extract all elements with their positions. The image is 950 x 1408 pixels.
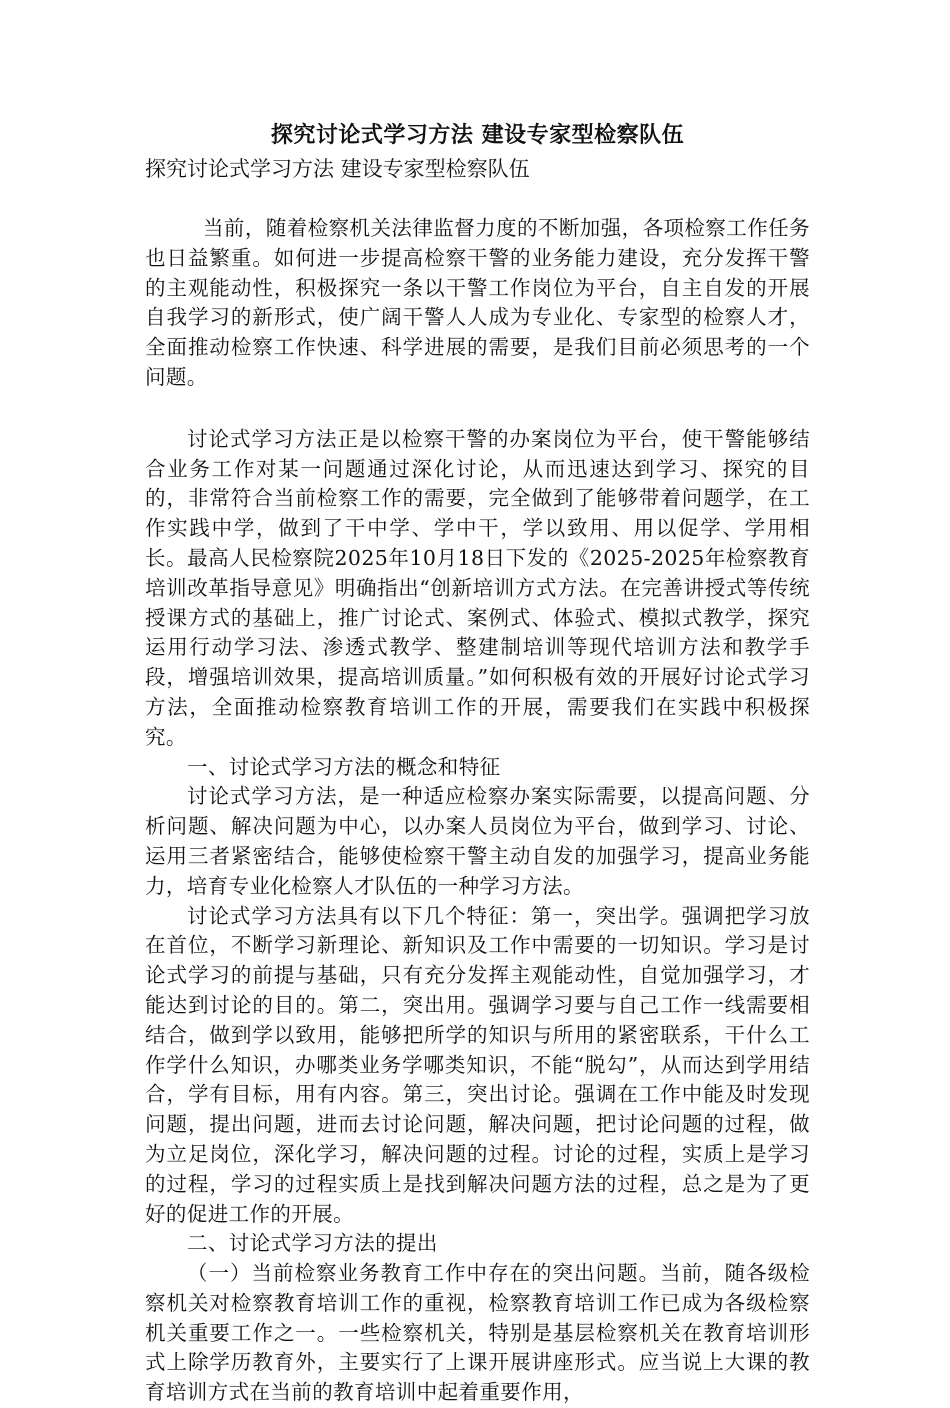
- intro-paragraph: 当前，随着检察机关法律监督力度的不断加强，各项检察工作任务也日益繁重。如何进一步提高检察干警的业务能力建设，充分发挥干警的主观能动性，积极探究一条以干警工作岗位为平台，自主自发的开展自我学习的新形式，使广阔干警人人成为专业化、专家型的检察人才，全面推动检察工作快速、科学进展的需要，是我们目前必须思考的一个问题。: [145, 216, 810, 389]
- body-paragraph: 讨论式学习方法具有以下几个特征：第一，突出学。强调把学习放在首位，不断学习新理论、新知识及工作中需要的一切知识。学习是讨论式学习的前提与基础，只有充分发挥主观能动性，自觉加强学习，才能达到讨论的目的。第二，突出用。强调学习要与自己工作一线需要相结合，做到学以致用，能够把所学的知识与所用的紧密联系，干什么工作学什么知识，办哪类业务学哪类知识，不能“脱勾”，从而达到学用结合，学有目标，用有内容。第三，突出讨论。强调在工作中能及时发现问题，提出问题，进而去讨论问题，解决问题，把讨论问题的过程，做为立足岗位，深化学习，解决问题的过程。讨论的过程，实质上是学习的过程，学习的过程实质上是找到解决问题方法的过程，总之是为了更好的促进工作的开展。: [145, 903, 810, 1226]
- document-page: [145, 118, 810, 1408]
- document-subtitle: 探究讨论式学习方法 建设专家型检察队伍: [145, 157, 530, 181]
- body-paragraph: （一）当前检察业务教育工作中存在的突出问题。当前，随各级检察机关对检察教育培训工作的重视，检察教育培训工作已成为各级检察机关重要工作之一。一些检察机关，特别是基层检察机关在教育培训形式上除学历教育外，主要实行了上课开展讲座形式。应当说上大课的教育培训方式在当前的教育培训中起着重要作用，: [145, 1261, 810, 1405]
- body-paragraph: 讨论式学习方法，是一种适应检察办案实际需要，以提高问题、分析问题、解决问题为中心，以办案人员岗位为平台，做到学习、讨论、运用三者紧密结合，能够使检察干警主动自发的加强学习，提高业务能力，培育专业化检察人才队伍的一种学习方法。: [145, 784, 810, 898]
- section-heading-2: 二、讨论式学习方法的提出: [187, 1231, 438, 1256]
- body-paragraph: 讨论式学习方法正是以检察干警的办案岗位为平台，使干警能够结合业务工作对某一问题通过深化讨论，从而迅速达到学习、探究的目的，非常符合当前检察工作的需要，完全做到了能够带着问题学，在工作实践中学，做到了干中学、学中干，学以致用、用以促学、学用相长。最高人民检察院2025年10月18日下发的《2025-2025年检察教育培训改革指导意见》明确指出“创新培训方式方法。在完善讲授式等传统授课方式的基础上，推广讨论式、案例式、体验式、模拟式教学，探究运用行动学习法、渗透式教学、整建制培训等现代培训方法和教学手段，增强培训效果，提高培训质量。”如何积极有效的开展好讨论式学习方法，全面推动检察教育培训工作的开展，需要我们在实践中积极探究。: [145, 426, 810, 749]
- section-heading-1: 一、讨论式学习方法的概念和特征: [187, 754, 501, 779]
- document-title: 探究讨论式学习方法 建设专家型检察队伍: [270, 122, 685, 148]
